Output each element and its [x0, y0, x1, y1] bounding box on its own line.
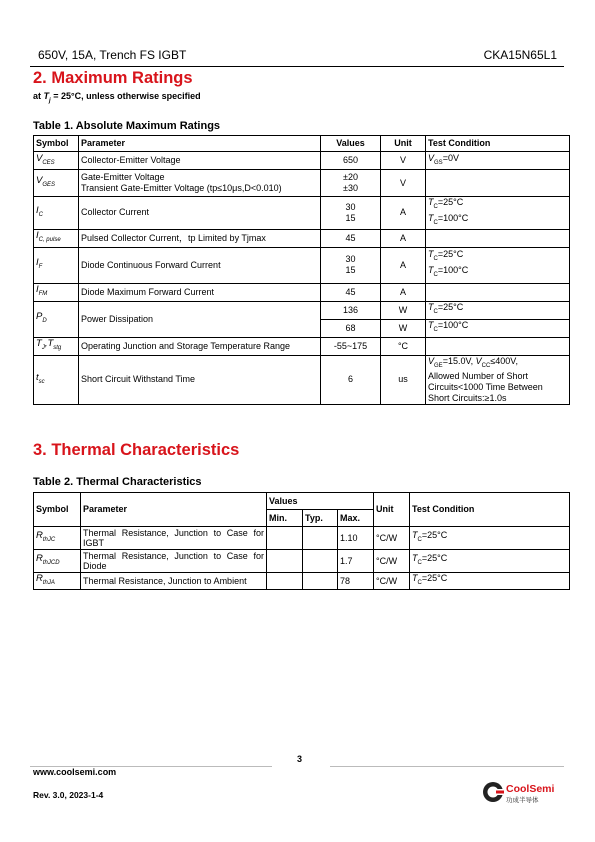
max-cell: 1.10 — [338, 527, 374, 550]
test-condition-cell: $T_C=25^\circ C$ $T_C=100^\circ C$ — [426, 197, 570, 230]
symbol-cell: $I_{FM}$ — [34, 283, 79, 301]
col-parameter: Parameter — [79, 136, 321, 152]
value-cell: 68 — [321, 319, 381, 337]
value-cell: 30 15 — [321, 197, 381, 230]
parameter-cell: Collector Current — [79, 197, 321, 230]
logo-wordmark: CoolSemi — [506, 783, 555, 795]
table-row — [34, 301, 570, 319]
parameter-cell: Operating Junction and Storage Temperature Range — [79, 337, 321, 355]
parameter-cell: Thermal Resistance, Junction to Case for IGBT — [81, 527, 267, 550]
unit-cell: us — [381, 355, 426, 405]
parameter-cell: Short Circuit Withstand Time — [79, 355, 321, 405]
test-condition-cell: $T_C=100^\circ C$ — [426, 319, 570, 337]
test-condition-cell: $T_C=25^\circ C$ — [410, 573, 570, 590]
table-row — [34, 550, 570, 573]
page-number: 3 — [297, 754, 303, 764]
footer-website: www.coolsemi.com — [33, 767, 117, 777]
test-condition-cell — [426, 229, 570, 247]
header-rule — [30, 66, 564, 67]
table-row — [34, 573, 570, 590]
value-cell: -55~175 — [321, 337, 381, 355]
parameter-cell: Pulsed Collector Current，tp Limited by Tjmax — [79, 229, 321, 247]
header-product: 650V, 15A, Trench FS IGBT — [38, 48, 187, 62]
max-cell: 1.7 — [338, 550, 374, 573]
test-condition-cell — [426, 283, 570, 301]
symbol-cell: $I_C$ — [34, 197, 79, 230]
header-part-number: CKA15N65L1 — [483, 48, 557, 62]
value-cell: 45 — [321, 229, 381, 247]
footer-rule-right — [330, 766, 564, 767]
parameter-cell: Diode Continuous Forward Current — [79, 247, 321, 283]
col-symbol: Symbol — [34, 493, 81, 527]
table1-caption: Table 1. Absolute Maximum Ratings — [33, 120, 221, 132]
unit-cell: A — [381, 283, 426, 301]
coolsemi-logo — [482, 779, 562, 805]
symbol-cell: $I_F$ — [34, 247, 79, 283]
test-condition-cell — [426, 170, 570, 197]
max-cell: 78 — [338, 573, 374, 590]
symbol-cell: $R_{thJA}$ — [34, 573, 81, 590]
min-cell — [267, 573, 303, 590]
value-cell: 45 — [321, 283, 381, 301]
symbol-cell: $T_J,T_{stg}$ — [34, 337, 79, 355]
unit-cell: W — [381, 301, 426, 319]
section-title-thermal-characteristics: 3. Thermal Characteristics — [33, 441, 240, 459]
table-row — [34, 247, 570, 283]
table-row — [34, 152, 570, 170]
test-condition-cell: $V_{GS}=0V$ — [426, 152, 570, 170]
col-symbol: Symbol — [34, 136, 79, 152]
min-cell — [267, 550, 303, 573]
value-cell: 30 15 — [321, 247, 381, 283]
test-condition-cell: $T_C=25^\circ C$ — [410, 527, 570, 550]
unit-cell: °C — [381, 337, 426, 355]
col-test-condition: Test Condition — [410, 493, 570, 527]
unit-cell: V — [381, 170, 426, 197]
conditions-note: at $T_j = 25^\circ C$, unless otherwise specified — [33, 91, 201, 104]
parameter-cell: Thermal Resistance, Junction to Case for Diode — [81, 550, 267, 573]
table-row — [34, 283, 570, 301]
symbol-cell: $R_{thJC}$ — [34, 527, 81, 550]
col-parameter: Parameter — [81, 493, 267, 527]
typ-cell — [303, 527, 338, 550]
col-unit: Unit — [381, 136, 426, 152]
logo-chinese-name: 功成半导体 — [506, 796, 539, 804]
col-typ: Typ. — [303, 510, 338, 527]
symbol-cell: $P_D$ — [34, 301, 79, 337]
symbol-cell: $I_{C, pulse}$ — [34, 229, 79, 247]
col-values: Values — [267, 493, 374, 510]
thermal-characteristics-table — [33, 492, 570, 590]
value-cell: 6 — [321, 355, 381, 405]
parameter-cell: Diode Maximum Forward Current — [79, 283, 321, 301]
symbol-cell: $V_{CES}$ — [34, 152, 79, 170]
value-cell: 650 — [321, 152, 381, 170]
value-cell: ±20 ±30 — [321, 170, 381, 197]
value-cell: 136 — [321, 301, 381, 319]
col-unit: Unit — [374, 493, 410, 527]
coolsemi-logo-icon — [482, 779, 562, 805]
table-header-row — [34, 136, 570, 152]
test-condition-cell: $T_C=25^\circ C$ — [426, 301, 570, 319]
table-row — [34, 229, 570, 247]
unit-cell: A — [381, 247, 426, 283]
table-row — [34, 527, 570, 550]
table-row — [34, 170, 570, 197]
unit-cell: °C/W — [374, 573, 410, 590]
unit-cell: W — [381, 319, 426, 337]
unit-cell: A — [381, 229, 426, 247]
parameter-cell: Gate-Emitter Voltage Transient Gate-Emitter Voltage (tp≤10μs,D<0.010) — [79, 170, 321, 197]
symbol-cell: $R_{thJCD}$ — [34, 550, 81, 573]
typ-cell — [303, 550, 338, 573]
unit-cell: V — [381, 152, 426, 170]
parameter-cell: Power Dissipation — [79, 301, 321, 337]
unit-cell: °C/W — [374, 527, 410, 550]
symbol-cell: $V_{GES}$ — [34, 170, 79, 197]
table-header-row — [34, 493, 570, 510]
section-title-maximum-ratings: 2. Maximum Ratings — [33, 69, 193, 87]
table2-caption: Table 2. Thermal Characteristics — [33, 476, 202, 488]
unit-cell: A — [381, 197, 426, 230]
table-row — [34, 337, 570, 355]
min-cell — [267, 527, 303, 550]
footer-revision: Rev. 3.0, 2023-1-4 — [33, 790, 104, 800]
parameter-cell: Thermal Resistance, Junction to Ambient — [81, 573, 267, 590]
table-row — [34, 197, 570, 230]
unit-cell: °C/W — [374, 550, 410, 573]
test-condition-cell: $T_C=25^\circ C$ — [410, 550, 570, 573]
col-test-condition: Test Condition — [426, 136, 570, 152]
col-min: Min. — [267, 510, 303, 527]
table-row — [34, 355, 570, 405]
test-condition-cell: $V_{GE}=15.0V$, $V_{CC}\le 400V$, Allowed Number of Short Circuits<1000 Time Between Short Circuits:≥1.0s — [426, 355, 570, 405]
typ-cell — [303, 573, 338, 590]
absolute-max-ratings-table — [33, 135, 570, 405]
parameter-cell: Collector-Emitter Voltage — [79, 152, 321, 170]
col-values: Values — [321, 136, 381, 152]
test-condition-cell: $T_C=25^\circ C$ $T_C=100^\circ C$ — [426, 247, 570, 283]
col-max: Max. — [338, 510, 374, 527]
test-condition-cell — [426, 337, 570, 355]
symbol-cell: $t_{sc}$ — [34, 355, 79, 405]
